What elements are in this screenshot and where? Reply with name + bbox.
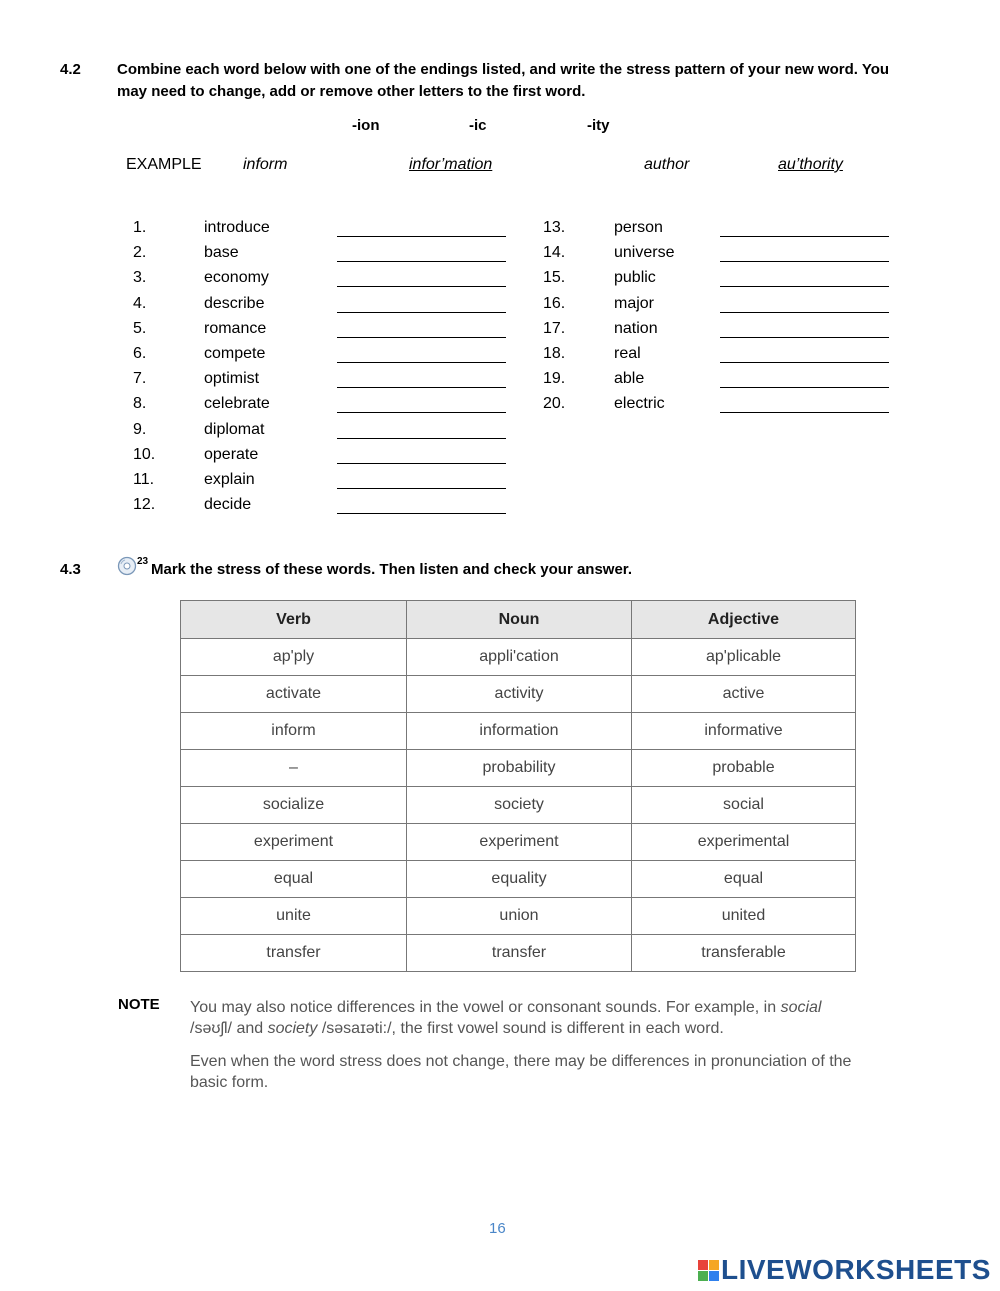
note-p1-society: society [267, 1020, 318, 1037]
item-number: 7. [133, 370, 147, 388]
item-number: 4. [133, 294, 147, 312]
table-row [181, 676, 856, 713]
answer-blank[interactable] [337, 421, 506, 439]
item-number: 2. [133, 244, 147, 262]
instructions-line-1: Combine each word below with one of the endings listed, and write the stress pattern of your new word. You [117, 61, 890, 78]
item-word: explain [204, 471, 255, 488]
item-number: 17. [543, 319, 566, 337]
stress-table [180, 600, 856, 972]
cell-verb: – [181, 750, 407, 787]
cell-adjective: equal [632, 861, 856, 898]
example-label: EXAMPLE [126, 156, 202, 173]
cell-adjective: experimental [632, 824, 856, 861]
cell-adjective: ap'plicable [632, 639, 856, 676]
item-number: 12. [133, 496, 156, 514]
item-number: 14. [543, 244, 566, 262]
note-paragraph-2: Even when the word stress does not change, there may be differences in pronunciation of the basic form. [190, 1053, 852, 1091]
item-word: introduce [204, 219, 270, 236]
header-noun: Noun [407, 601, 632, 639]
logo-square [698, 1271, 708, 1281]
cell-adjective: transferable [632, 935, 856, 972]
list-item [0, 345, 1000, 370]
cell-adjective: united [632, 898, 856, 935]
table-row [181, 935, 856, 972]
cell-adjective: informative [632, 713, 856, 750]
note-p1-part-e: /səsaɪəti:/, the first vowel sound is different in each word. [317, 1020, 724, 1037]
cell-noun: equality [407, 861, 632, 898]
item-number: 9. [133, 420, 147, 438]
answer-blank[interactable] [720, 269, 889, 287]
answer-blank[interactable] [720, 345, 889, 363]
answer-blank[interactable] [337, 496, 506, 514]
item-word: public [614, 269, 656, 287]
answer-blank[interactable] [720, 320, 889, 338]
note-p1-part-c: /səʊʃl/ and [190, 1020, 268, 1037]
list-item [0, 370, 1000, 395]
cell-adjective: social [632, 787, 856, 824]
cell-verb: ap'ply [181, 639, 407, 676]
example-word-1: inform [243, 156, 288, 173]
logo-square [709, 1271, 719, 1281]
item-word: universe [614, 244, 675, 262]
item-number: 6. [133, 345, 147, 362]
logo-square [698, 1260, 708, 1270]
cell-adjective: probable [632, 750, 856, 787]
table-row [181, 713, 856, 750]
logo-square [709, 1260, 719, 1270]
item-number: 13. [543, 219, 566, 236]
table-row [181, 639, 856, 676]
cell-noun: appli'cation [407, 639, 632, 676]
cell-verb: unite [181, 898, 407, 935]
item-word: nation [614, 319, 658, 337]
audio-icon[interactable] [117, 556, 137, 581]
item-word: able [614, 370, 645, 388]
table-header-row [181, 601, 856, 639]
list-item [0, 421, 1000, 446]
list-item [0, 295, 1000, 320]
item-number: 15. [543, 269, 566, 287]
ending-ion: -ion [352, 117, 380, 134]
cell-verb: experiment [181, 824, 407, 861]
item-number: 5. [133, 319, 147, 337]
cell-verb: equal [181, 861, 407, 898]
table-row [181, 787, 856, 824]
liveworksheets-logo [698, 1254, 991, 1286]
cell-verb: transfer [181, 935, 407, 972]
answer-blank[interactable] [720, 395, 889, 413]
logo-grid-icon [698, 1260, 719, 1281]
note-p1-social: social [780, 999, 822, 1016]
list-item [0, 269, 1000, 294]
instructions-line-2: may need to change, add or remove other letters to the first word. [117, 83, 586, 100]
item-word: person [614, 219, 663, 236]
instructions-4-2 [117, 59, 957, 103]
cell-adjective: active [632, 676, 856, 713]
header-verb: Verb [181, 601, 407, 639]
cell-noun: society [407, 787, 632, 824]
item-word: decide [204, 496, 252, 514]
item-word: economy [204, 269, 269, 287]
cell-verb: inform [181, 713, 407, 750]
answer-blank[interactable] [720, 244, 889, 262]
item-word: optimist [204, 370, 260, 388]
cell-noun: union [407, 898, 632, 935]
item-number: 11. [133, 471, 155, 488]
note-label: NOTE [118, 996, 160, 1013]
answer-blank[interactable] [720, 219, 889, 237]
example-answer-1: infor’mation [409, 156, 493, 173]
list-item [0, 446, 1000, 471]
list-item [0, 219, 1000, 244]
cell-noun: experiment [407, 824, 632, 861]
section-number-4-2: 4.2 [60, 61, 81, 78]
ending-ic: -ic [469, 117, 487, 134]
item-word: diplomat [204, 420, 265, 438]
note-p1-part-a: You may also notice differences in the vowel or consonant sounds. For example, in [190, 999, 781, 1016]
table-row [181, 824, 856, 861]
item-number: 10. [133, 445, 156, 463]
answer-blank[interactable] [720, 370, 889, 388]
item-number: 20. [543, 395, 566, 413]
note-text [190, 997, 870, 1105]
answer-blank[interactable] [337, 471, 506, 489]
list-item [0, 395, 1000, 420]
list-item [0, 496, 1000, 521]
page-number: 16 [489, 1220, 506, 1237]
example-answer-2: au’thority [778, 156, 843, 173]
item-word: operate [204, 445, 259, 463]
track-number: 23 [137, 556, 149, 567]
cell-verb: socialize [181, 787, 407, 824]
list-item [0, 471, 1000, 496]
item-word: electric [614, 395, 665, 413]
item-word: describe [204, 294, 265, 312]
cell-noun: probability [407, 750, 632, 787]
item-word: major [614, 294, 655, 312]
table-row [181, 750, 856, 787]
example-word-2: author [644, 156, 690, 173]
list-item [0, 320, 1000, 345]
item-word: celebrate [204, 395, 270, 413]
instructions-4-3: Mark the stress of these words. Then listen and check your answer. [151, 561, 632, 578]
cell-noun: activity [407, 676, 632, 713]
table-row [181, 898, 856, 935]
item-number: 8. [133, 395, 147, 413]
table-row [181, 861, 856, 898]
item-number: 3. [133, 269, 147, 287]
item-number: 1. [133, 219, 147, 236]
item-number: 18. [543, 345, 566, 362]
list-item [0, 244, 1000, 269]
item-number: 16. [543, 294, 566, 312]
cell-noun: information [407, 713, 632, 750]
section-number-4-3: 4.3 [60, 561, 81, 578]
logo-text: LIVEWORKSHEETS [721, 1254, 991, 1285]
cell-noun: transfer [407, 935, 632, 972]
header-adjective: Adjective [632, 601, 856, 639]
ending-ity: -ity [587, 117, 610, 134]
item-word: base [204, 244, 239, 262]
item-word: real [614, 345, 641, 362]
item-number: 19. [543, 370, 566, 388]
item-word: compete [204, 345, 266, 362]
note-paragraph-1 [190, 997, 870, 1039]
item-word: romance [204, 319, 267, 337]
cell-verb: activate [181, 676, 407, 713]
answer-blank[interactable] [720, 295, 889, 313]
answer-blank[interactable] [337, 446, 506, 464]
